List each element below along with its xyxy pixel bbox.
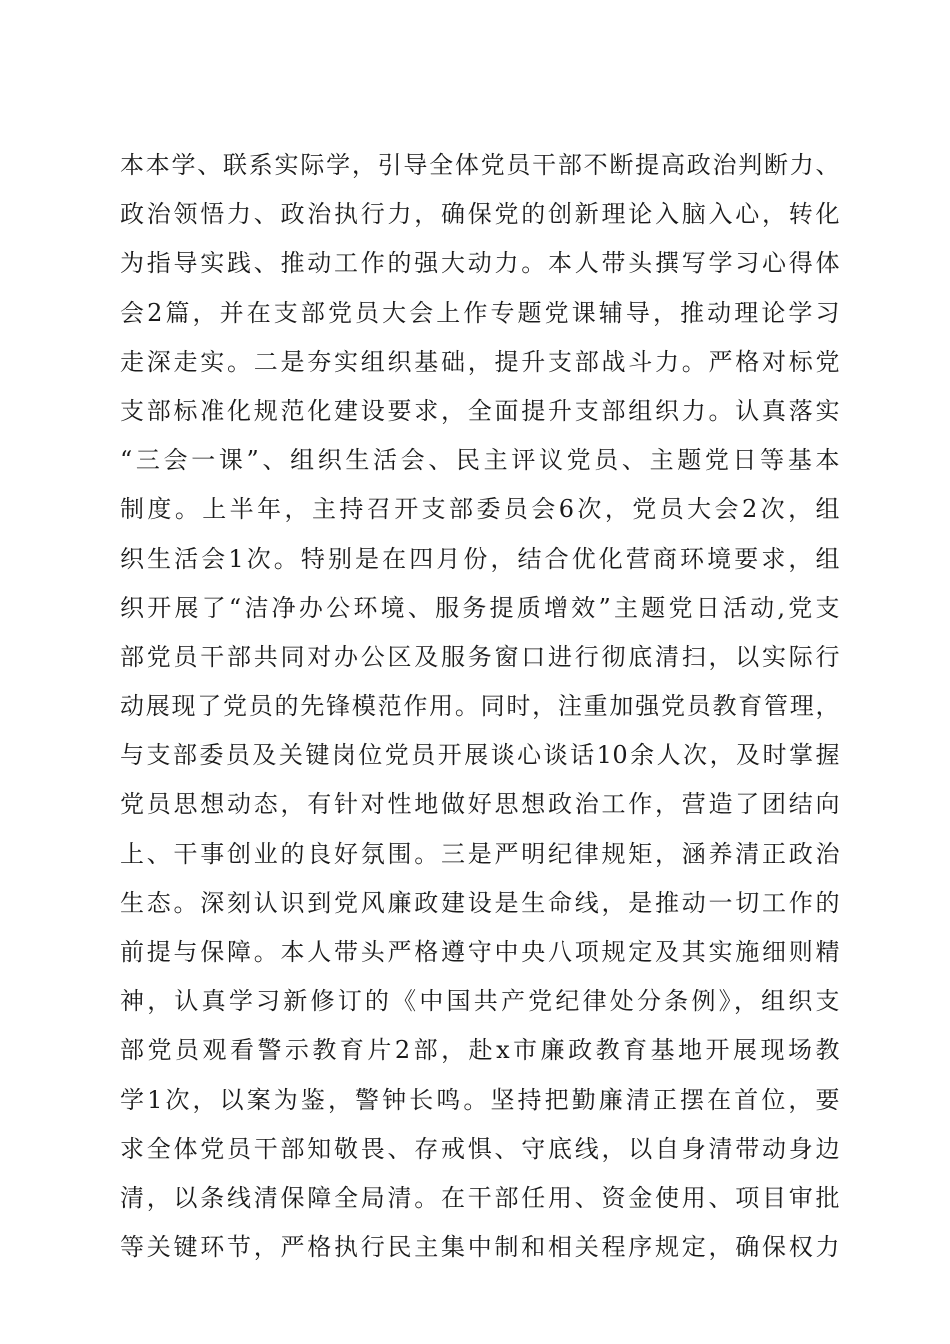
text-line-7: “三会一课”、组织生活会、民主评议党员、主题党日等基本	[120, 446, 840, 475]
text-line-10: 织开展了“洁净办公环境、服务提质增效”主题党日活动,党支	[120, 593, 840, 622]
text-line-22: 清，以条线清保障全局清。在干部任用、资金使用、项目审批	[120, 1183, 840, 1212]
text-line-14: 党员思想动态，有针对性地做好思想政治工作，营造了团结向	[120, 790, 840, 819]
body-text	[120, 141, 840, 1272]
text-line-11: 部党员干部共同对办公区及服务窗口进行彻底清扫，以实际行	[120, 642, 840, 671]
text-line-1: 本本学、联系实际学，引导全体党员干部不断提高政治判断力、	[120, 151, 840, 179]
text-line-21: 求全体党员干部知敬畏、存戒惧、守底线，以自身清带动身边	[120, 1134, 840, 1163]
text-line-13: 与支部委员及关键岗位党员开展谈心谈话10余人次，及时掌握	[120, 741, 840, 770]
text-line-16: 生态。深刻认识到党风廉政建设是生命线，是推动一切工作的	[120, 888, 840, 917]
text-line-17: 前提与保障。本人带头严格遵守中央八项规定及其实施细则精	[120, 938, 840, 966]
text-line-20: 学1次，以案为鉴，警钟长鸣。坚持把勤廉清正摆在首位，要	[120, 1085, 840, 1114]
text-line-18: 神，认真学习新修订的《中国共产党纪律处分条例》，组织支	[120, 987, 840, 1016]
text-line-15: 上、干事创业的良好氛围。三是严明纪律规矩，涵养清正政治	[120, 839, 840, 868]
text-line-8: 制度。上半年，主持召开支部委员会6次，党员大会2次，组	[120, 495, 840, 524]
text-line-3: 为指导实践、推动工作的强大动力。本人带头撰写学习心得体	[120, 249, 840, 278]
text-line-2: 政治领悟力、政治执行力，确保党的创新理论入脑入心，转化	[120, 200, 840, 229]
text-line-5: 走深走实。二是夯实组织基础，提升支部战斗力。严格对标党	[120, 347, 840, 376]
text-line-6: 支部标准化规范化建设要求，全面提升支部组织力。认真落实	[120, 396, 840, 425]
text-line-12: 动展现了党员的先锋模范作用。同时，注重加强党员教育管理，	[120, 692, 840, 721]
text-line-23: 等关键环节，严格执行民主集中制和相关程序规定，确保权力	[120, 1233, 840, 1262]
text-line-9: 织生活会1次。特别是在四月份，结合优化营商环境要求，组	[120, 544, 840, 573]
text-line-19: 部党员观看警示教育片2部，赴x市廉政教育基地开展现场教	[120, 1036, 840, 1065]
text-line-4: 会2篇，并在支部党员大会上作专题党课辅导，推动理论学习	[120, 298, 840, 327]
